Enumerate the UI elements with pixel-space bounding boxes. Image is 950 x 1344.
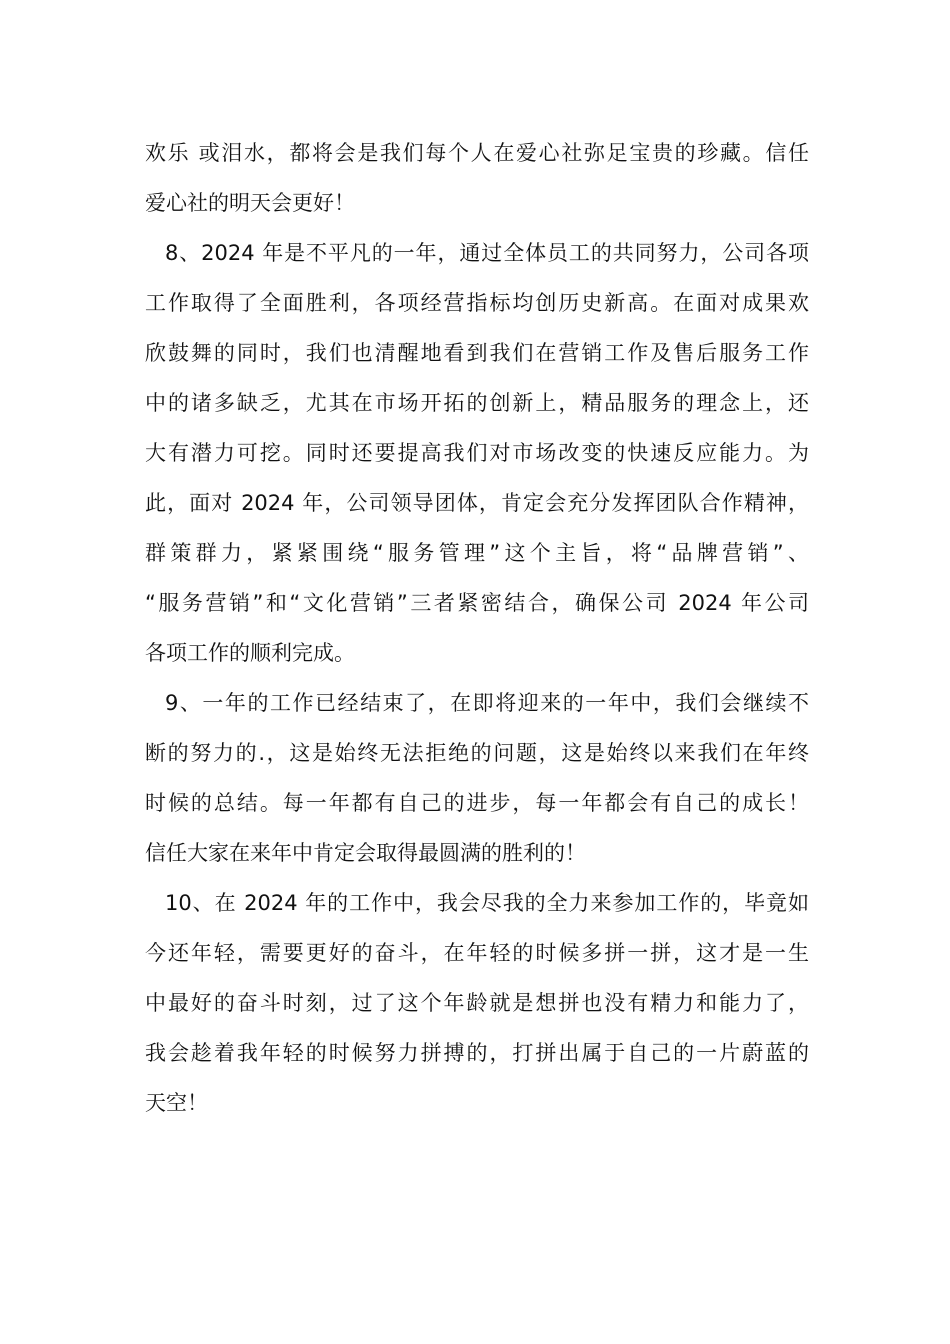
document-body (145, 128, 809, 1128)
paragraph-line: 爱心社的明天会更好！ (145, 191, 355, 215)
paragraph-line: 天空！ (145, 1091, 208, 1115)
paragraph-line: 欢乐 或泪水，都将会是我们每个人在爱心社弥足宝贵的珍藏。信任 (145, 141, 809, 165)
paragraph-line: 工作取得了全面胜利，各项经营指标均创历史新高。在面对成果欢 (145, 291, 809, 315)
paragraph-line: 信任大家在来年中肯定会取得最圆满的胜利的！ (145, 841, 586, 865)
paragraph-line: 欣鼓舞的同时，我们也清醒地看到我们在营销工作及售后服务工作 (145, 341, 809, 365)
paragraph-line: 中最好的奋斗时刻，过了这个年龄就是想拼也没有精力和能力了， (145, 991, 809, 1015)
paragraph-line: 8、2024 年是不平凡的一年，通过全体员工的共同努力，公司各项 (165, 241, 809, 265)
paragraph-line: 群策群力，紧紧围绕“服务管理”这个主旨，将“品牌营销”、 (145, 541, 809, 565)
paragraph-line: 此，面对 2024 年，公司领导团体，肯定会充分发挥团队合作精神， (145, 491, 809, 515)
paragraph-line: 大有潜力可挖。同时还要提高我们对市场改变的快速反应能力。为 (145, 441, 809, 465)
paragraph-line: 中的诸多缺乏，尤其在市场开拓的创新上，精品服务的理念上，还 (145, 391, 809, 415)
paragraph-line: “服务营销”和“文化营销”三者紧密结合，确保公司 2024 年公司 (145, 591, 809, 615)
paragraph-line: 断的努力的.，这是始终无法拒绝的问题，这是始终以来我们在年终 (145, 741, 809, 765)
paragraph-line: 10、在 2024 年的工作中，我会尽我的全力来参加工作的，毕竟如 (165, 891, 809, 915)
paragraph-line: 我会趁着我年轻的时候努力拼搏的，打拼出属于自己的一片蔚蓝的 (145, 1041, 809, 1065)
paragraph-line: 9、一年的工作已经结束了，在即将迎来的一年中，我们会继续不 (165, 691, 809, 715)
paragraph-line: 时候的总结。每一年都有自己的进步，每一年都会有自己的成长！ (145, 791, 809, 815)
paragraph-line: 各项工作的顺利完成。 (145, 641, 355, 665)
paragraph-line: 今还年轻，需要更好的奋斗，在年轻的时候多拼一拼，这才是一生 (145, 941, 809, 965)
